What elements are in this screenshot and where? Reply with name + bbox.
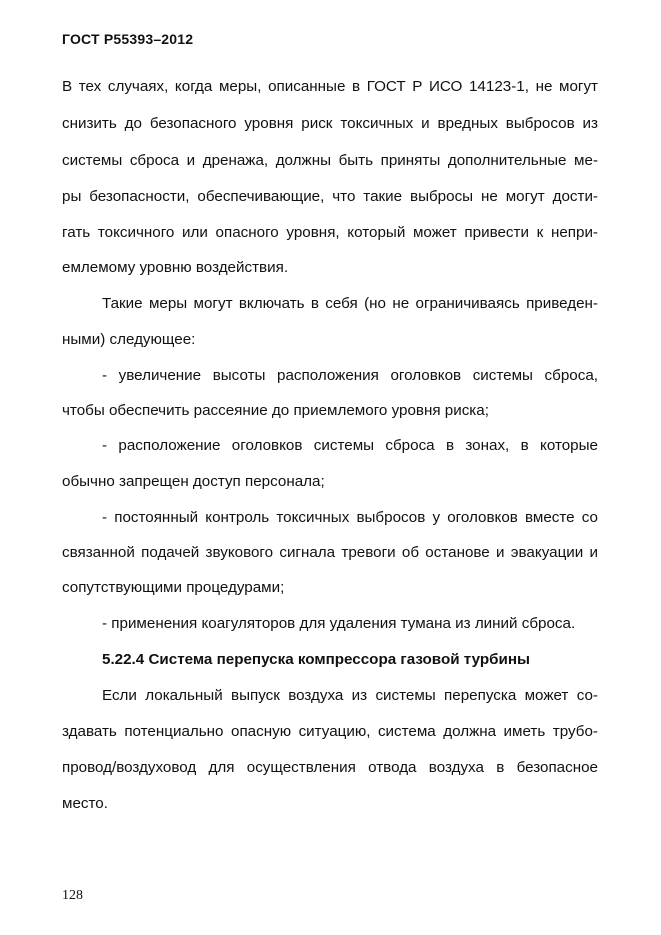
paragraph-1-line-5: гать токсичного или опасного уровня, который может привести к непри-: [62, 224, 598, 241]
page-number: 128: [62, 888, 83, 903]
section-heading: 5.22.4 Система перепуска компрессора газовой турбины: [102, 651, 530, 668]
paragraph-2-line-1: Такие меры могут включать в себя (но не ограничиваясь приведен-: [102, 295, 598, 312]
paragraph-1-line-2: снизить до безопасного уровня риск токсичных и вредных выбросов из: [62, 115, 598, 132]
paragraph-3-line-4: место.: [62, 795, 108, 812]
list-item-3-line-2: связанной подачей звукового сигнала тревоги об останове и эвакуации и: [62, 544, 598, 561]
paragraph-3-line-3: провод/воздуховод для осуществления отвода воздуха в безопасное: [62, 759, 598, 776]
paragraph-2-line-2: ными) следующее:: [62, 331, 196, 348]
list-item-3-line-1: - постоянный контроль токсичных выбросов у оголовков вместе со: [102, 509, 598, 526]
list-item-1-line-2: чтобы обеспечить рассеяние до приемлемого уровня риска;: [62, 402, 489, 419]
paragraph-3-line-2: здавать потенциально опасную ситуацию, система должна иметь трубо-: [62, 723, 598, 740]
paragraph-1-line-1: В тех случаях, когда меры, описанные в ГОСТ Р ИСО 14123-1, не могут: [62, 78, 598, 95]
list-item-3-line-3: сопутствующими процедурами;: [62, 579, 285, 596]
paragraph-3-line-1: Если локальный выпуск воздуха из системы перепуска может со-: [102, 687, 598, 704]
document-standard-header: ГОСТ Р55393–2012: [62, 31, 194, 47]
paragraph-1-line-4: ры безопасности, обеспечивающие, что такие выбросы не могут дости-: [62, 188, 598, 205]
paragraph-1-line-6: емлемому уровню воздействия.: [62, 259, 289, 276]
list-item-2-line-2: обычно запрещен доступ персонала;: [62, 473, 325, 490]
list-item-2-line-1: - расположение оголовков системы сброса в зонах, в которые: [102, 437, 598, 454]
paragraph-1-line-3: системы сброса и дренажа, должны быть приняты дополнительные ме-: [62, 152, 598, 169]
list-item-4-line-1: - применения коагуляторов для удаления тумана из линий сброса.: [102, 615, 576, 632]
list-item-1-line-1: - увеличение высоты расположения оголовков системы сброса,: [102, 367, 598, 384]
